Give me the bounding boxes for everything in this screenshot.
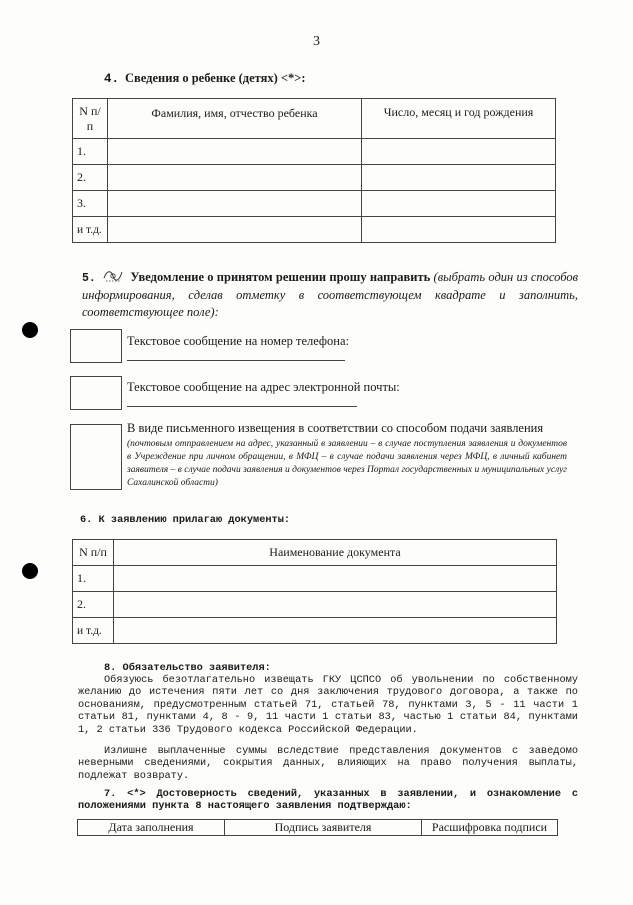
signature-table [77, 819, 558, 836]
row-num: и т.д. [73, 217, 108, 243]
row-num: 1. [73, 139, 108, 165]
signature-label-cell: Подпись заявителя [225, 820, 422, 836]
document-name-cell[interactable] [114, 566, 557, 592]
section-7-text: 7. <*> Достоверность сведений, указанных в заявлении, и ознакомление с положениями пункта 8 настоящего заявления подтверждаю: [78, 788, 578, 813]
email-address-field[interactable] [127, 406, 357, 407]
section-4-number: 4. [104, 72, 120, 86]
child-fio-cell[interactable] [108, 217, 362, 243]
section-6-title: 6. К заявлению прилагаю документы: [80, 514, 291, 526]
table-row [73, 618, 557, 644]
document-name-cell[interactable] [114, 592, 557, 618]
table-row [73, 191, 556, 217]
children-table [72, 98, 556, 243]
decode-label-cell: Расшифровка подписи [422, 820, 558, 836]
table-row [73, 139, 556, 165]
child-birthdate-cell[interactable] [362, 217, 556, 243]
child-fio-cell[interactable] [108, 165, 362, 191]
header-birthdate: Число, месяц и год рождения [362, 99, 556, 139]
header-num: N п/п [73, 99, 108, 139]
table-row [73, 592, 557, 618]
header-num: N п/п [73, 540, 114, 566]
section-5-instruction: (выбрать один из способов информирования, сделав отметку в соответствующем квадрате и заполнить, соответствующее поле): [82, 270, 579, 319]
punch-hole-icon [22, 322, 38, 338]
letter-option-label: В виде письменного извещения в соответствии со способом подачи заявления [127, 421, 544, 435]
email-option-checkbox[interactable] [70, 376, 122, 410]
table-row [73, 165, 556, 191]
child-fio-cell[interactable] [108, 191, 362, 217]
child-birthdate-cell[interactable] [362, 165, 556, 191]
table-row [73, 217, 556, 243]
letter-option-checkbox[interactable] [70, 424, 122, 490]
section-4-title-text: Сведения о ребенке (детях) <*>: [125, 71, 306, 85]
header-fio: Фамилия, имя, отчество ребенка [108, 99, 362, 139]
section-8-title: 8. Обязательство заявителя: [104, 662, 271, 674]
punch-hole-icon [22, 563, 38, 579]
page-number: 3 [313, 34, 320, 49]
email-option-label: Текстовое сообщение на адрес электронной почты: [127, 380, 400, 394]
document-name-cell[interactable] [114, 618, 557, 644]
section-8-paragraph-1: Обязуюсь безотлагательно извещать ГКУ ЦСПСО об увольнении по собственному желанию до истечения пяти лет со дня заключения трудового договора, а также по основаниям, предусмотренным статьей 71, статьей 78, пунктами 3, 5 - 11 части 1 статьи 81, пунктами 4, 8 - 9, 11 части 1 статьи 83, частью 1 статьи 84, пунктами 1, 2 статьи 336 Трудового кодекса Российской Федерации. [78, 674, 578, 736]
documents-table-header [73, 540, 557, 566]
child-fio-cell[interactable] [108, 139, 362, 165]
row-num: 2. [73, 592, 114, 618]
phone-number-field[interactable] [127, 360, 345, 361]
section-5-title: Уведомление о принятом решении прошу направить [130, 270, 431, 284]
row-num: 2. [73, 165, 108, 191]
child-birthdate-cell[interactable] [362, 191, 556, 217]
row-num: 1. [73, 566, 114, 592]
phone-option-label: Текстовое сообщение на номер телефона: [127, 334, 349, 348]
section-8-paragraph-2: Излишне выплаченные суммы вследствие представления документов с заведомо неверными сведениями, сокрытия данных, влияющих на право получения выплаты, подлежат возврату. [78, 745, 578, 782]
child-birthdate-cell[interactable] [362, 139, 556, 165]
children-table-header [73, 99, 556, 139]
pen-scribble-icon [102, 268, 124, 284]
row-num: 3. [73, 191, 108, 217]
row-num: и т.д. [73, 618, 114, 644]
letter-option-note: (почтовым отправлением на адрес, указанный в заявлении – в случае поступления заявления и документов в Учреждение при личном обращении, в МФЦ – в случае подачи заявления через МФЦ, в личный кабинет заявителя – в случае подачи заявления и документов через Портал государственных и муниципальных услуг Сахалинской области) [127, 439, 567, 488]
section-5-text [82, 268, 578, 321]
documents-table [72, 539, 557, 644]
table-row [73, 566, 557, 592]
date-label-cell: Дата заполнения [78, 820, 225, 836]
phone-option-checkbox[interactable] [70, 329, 122, 363]
section-5-number: 5. [82, 272, 96, 285]
header-doc-name: Наименование документа [114, 540, 557, 566]
section-4-title [104, 71, 306, 86]
